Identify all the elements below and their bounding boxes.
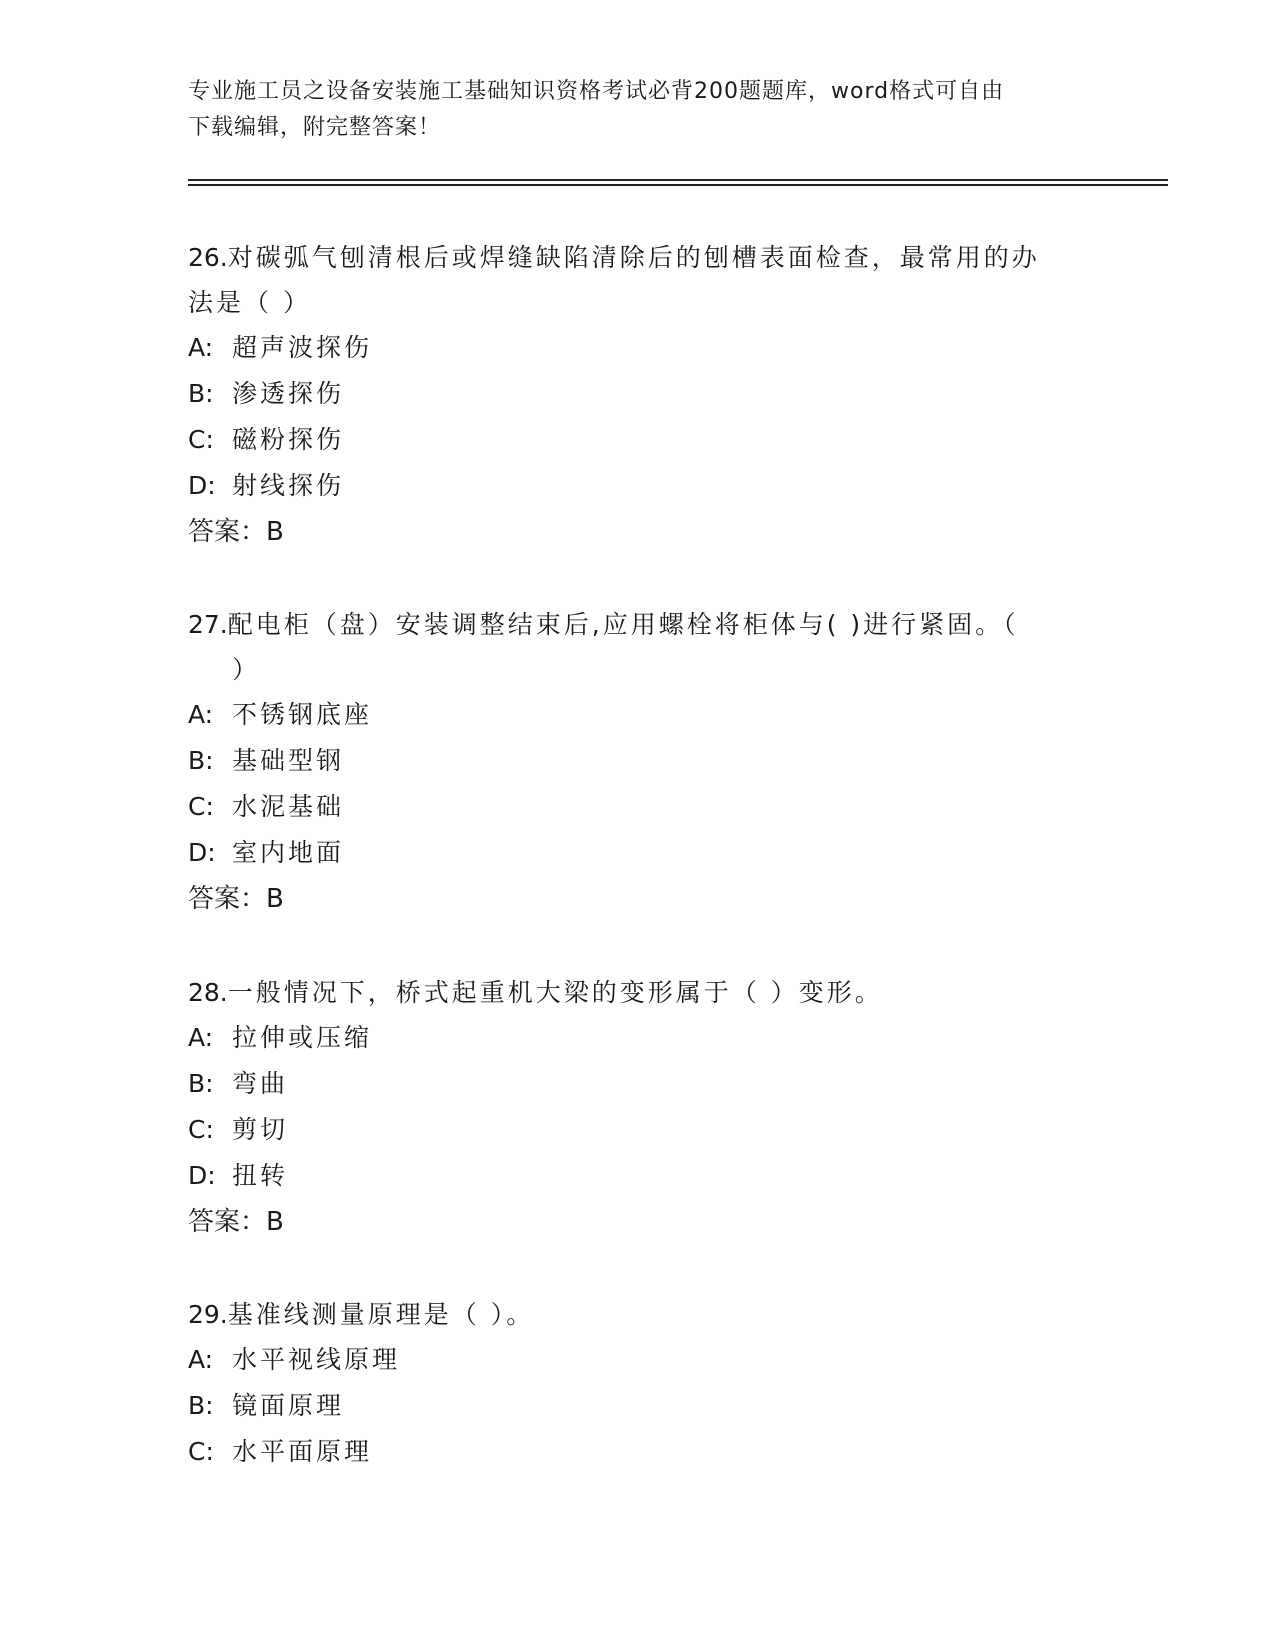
option-letter: B: [188,1391,214,1420]
question-text-line-2: 法是（ ） [188,288,311,317]
option-letter: D: [188,471,216,500]
option-text: 扭转 [232,1161,289,1190]
question-number: 28. [188,978,228,1007]
option-a [188,692,1088,738]
option-d [188,1153,1088,1199]
option-a [188,1015,1088,1061]
option-b [188,371,1088,417]
option-text: 基础型钢 [232,746,345,775]
question-stem [188,970,1088,1015]
question-28 [188,970,1088,1245]
option-letter: A: [188,700,214,729]
question-stem [188,602,1088,647]
option-c [188,1107,1088,1153]
option-text: 水泥基础 [232,792,345,821]
option-c [188,1429,1088,1475]
header-divider-top [188,179,1168,181]
option-text: 渗透探伤 [232,379,345,408]
option-text: 弯曲 [232,1069,289,1098]
option-text: 室内地面 [232,838,345,867]
option-text: 剪切 [232,1115,289,1144]
option-letter: A: [188,333,214,362]
option-a [188,1337,1088,1383]
answer-line: 答案：B [188,517,284,547]
option-a [188,325,1088,371]
question-number: 27. [188,610,228,639]
answer-line: 答案：B [188,884,284,914]
document-header [188,74,1088,146]
option-letter: D: [188,1161,216,1190]
question-number: 29. [188,1300,228,1329]
option-letter: D: [188,838,216,867]
option-text: 磁粉探伤 [232,425,345,454]
option-text: 拉伸或压缩 [232,1023,373,1052]
question-text-line-1: 配电柜（盘）安装调整结束后,应用螺栓将柜体与( )进行紧固。（ [227,610,1019,639]
question-stem [188,235,1088,280]
option-letter: C: [188,425,214,454]
question-27 [188,602,1088,922]
option-letter: C: [188,1115,214,1144]
option-d [188,830,1088,876]
option-letter: B: [188,1069,214,1098]
option-letter: A: [188,1345,214,1374]
option-letter: B: [188,746,214,775]
answer-line: 答案：B [188,1207,284,1237]
header-title-line-2: 下载编辑，附完整答案！ [188,115,442,140]
option-text: 水平视线原理 [232,1345,401,1374]
question-text-line-1: 对碳弧气刨清根后或焊缝缺陷清除后的刨槽表面检查，最常用的办 [227,243,1040,272]
header-title-line-1: 专业施工员之设备安装施工基础知识资格考试必背200题题库，word格式可自由 [188,79,1005,104]
option-text: 超声波探伤 [232,333,373,362]
option-c [188,417,1088,463]
question-text-line-2: ） [232,655,261,684]
option-d [188,463,1088,509]
option-text: 水平面原理 [232,1437,373,1466]
option-text: 不锈钢底座 [232,700,373,729]
option-b [188,738,1088,784]
option-letter: A: [188,1023,214,1052]
option-text: 镜面原理 [232,1391,345,1420]
question-text-line-1: 基准线测量原理是（ ）。 [227,1300,535,1329]
option-text: 射线探伤 [232,471,345,500]
option-letter: B: [188,379,214,408]
option-letter: C: [188,792,214,821]
question-stem [188,1292,1088,1337]
option-b [188,1383,1088,1429]
option-letter: C: [188,1437,214,1466]
option-c [188,784,1088,830]
question-29 [188,1292,1088,1475]
header-divider-bottom [188,184,1168,186]
option-b [188,1061,1088,1107]
question-26 [188,235,1088,555]
question-text-line-1: 一般情况下，桥式起重机大梁的变形属于（ ）变形。 [227,978,883,1007]
question-number: 26. [188,243,228,272]
